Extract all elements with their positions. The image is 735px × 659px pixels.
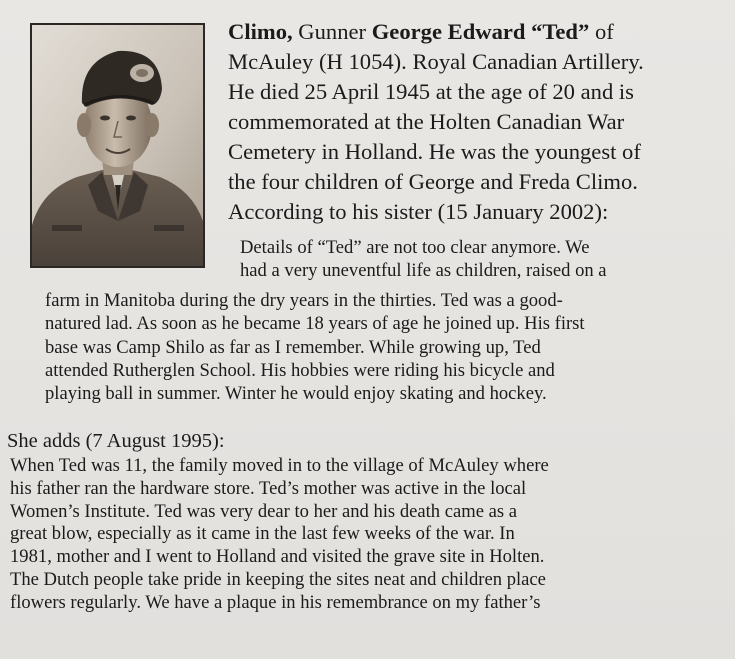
quote-line: base was Camp Shilo as far as I remember. While growing up, Ted — [45, 336, 541, 358]
intro-line: He died 25 April 1945 at the age of 20 and is — [228, 79, 634, 104]
adds-heading: She adds (7 August 1995): — [7, 430, 225, 452]
quote-line: flowers regularly. We have a plaque in his remembrance on my father’s — [10, 591, 541, 613]
sister-quote-1995 — [10, 455, 549, 615]
intro-line: According to his sister (15 January 2002): — [228, 199, 609, 224]
sister-quote-2002-top — [240, 236, 607, 283]
quote-line: 1981, mother and I went to Holland and visited the grave site in Holten. — [10, 546, 545, 568]
entry-heading-line — [228, 17, 724, 47]
quote-line: The Dutch people take pride in keeping the sites neat and children place — [10, 568, 546, 590]
portrait-photo — [30, 23, 205, 268]
quote-line: farm in Manitoba during the dry years in the thirties. Ted was a good- — [45, 290, 563, 311]
quote-line: playing ball in summer. Winter he would enjoy skating and hockey. — [45, 383, 547, 405]
surname: Climo, — [228, 19, 293, 44]
quote-line: his father ran the hardware store. Ted’s mother was active in the local — [10, 477, 527, 499]
quote-line: When Ted was 11, the family moved in to the village of McAuley where — [10, 455, 549, 476]
intro-line: commemorated at the Holten Canadian War — [228, 109, 625, 134]
given-names: George Edward “Ted” — [371, 19, 590, 44]
quote-line: had a very uneventful life as children, raised on a — [240, 260, 607, 282]
quote-line: natured lad. As soon as he became 18 years of age he joined up. His first — [45, 313, 585, 335]
quote-line: Details of “Ted” are not too clear anymore. We — [240, 237, 590, 258]
intro-line: Cemetery in Holland. He was the youngest of — [228, 139, 641, 164]
quote-line: attended Rutherglen School. His hobbies were riding his bicycle and — [45, 359, 555, 381]
sister-quote-2002-bottom — [45, 289, 585, 405]
intro-line: McAuley (H 1054). Royal Canadian Artillery. — [228, 49, 644, 74]
entry-intro — [228, 17, 724, 227]
quote-line: great blow, especially as it came in the last few weeks of the war. In — [10, 523, 515, 545]
intro-line: of — [589, 19, 614, 44]
rank: Gunner — [298, 19, 367, 44]
intro-line: the four children of George and Freda Climo. — [228, 169, 638, 194]
quote-line: Women’s Institute. Ted was very dear to her and his death came as a — [10, 500, 517, 522]
